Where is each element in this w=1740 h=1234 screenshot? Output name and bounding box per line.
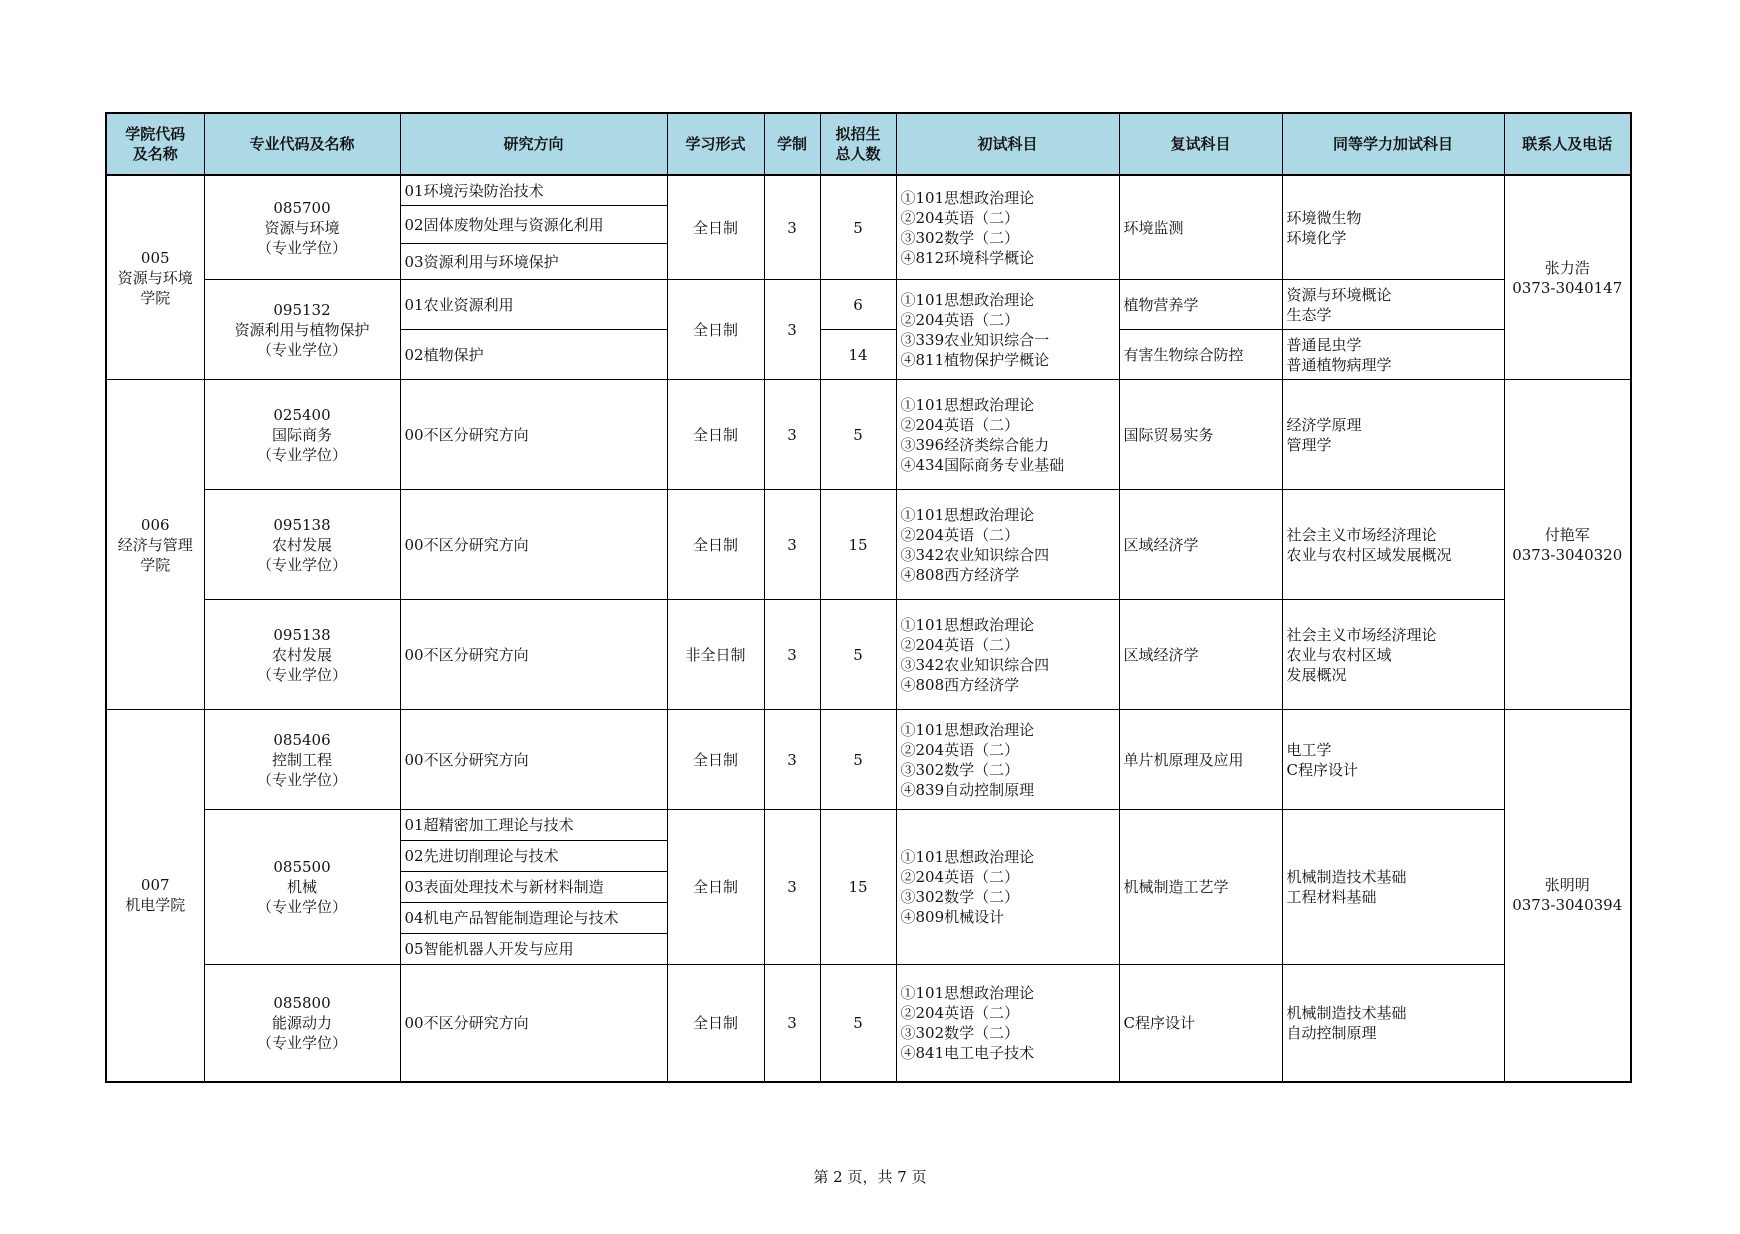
col-header-direction: 研究方向 [400, 113, 667, 175]
mode-cell: 全日制 [667, 280, 764, 380]
enroll-cell: 5 [820, 600, 896, 710]
mode-cell: 全日制 [667, 380, 764, 490]
enroll-cell: 6 [820, 280, 896, 330]
major-cell: 095132 资源利用与植物保护 （专业学位） [204, 280, 400, 380]
table-row [106, 600, 1631, 710]
direction-cell: 00不区分研究方向 [400, 965, 667, 1082]
retest-cell: 机械制造工艺学 [1119, 810, 1282, 965]
enroll-cell: 15 [820, 490, 896, 600]
enroll-cell: 5 [820, 380, 896, 490]
contact-cell: 付艳军 0373-3040320 [1504, 380, 1631, 710]
years-cell: 3 [764, 380, 820, 490]
major-cell: 025400 国际商务 （专业学位） [204, 380, 400, 490]
direction-cell: 03表面处理技术与新材料制造 [400, 872, 667, 903]
direction-cell: 00不区分研究方向 [400, 600, 667, 710]
enroll-cell: 14 [820, 330, 896, 380]
retest-cell: 区域经济学 [1119, 600, 1282, 710]
mode-cell: 全日制 [667, 490, 764, 600]
mode-cell: 全日制 [667, 965, 764, 1082]
extra-exam-cell: 经济学原理 管理学 [1282, 380, 1504, 490]
initial-exam-cell: ①101思想政治理论 ②204英语（二） ③342农业知识综合四 ④808西方经济学 [896, 600, 1119, 710]
retest-cell: 环境监测 [1119, 175, 1282, 280]
enroll-cell: 5 [820, 175, 896, 280]
direction-cell: 02植物保护 [400, 330, 667, 380]
direction-cell: 05智能机器人开发与应用 [400, 934, 667, 965]
retest-cell: C程序设计 [1119, 965, 1282, 1082]
direction-cell: 04机电产品智能制造理论与技术 [400, 903, 667, 934]
major-cell: 085700 资源与环境 （专业学位） [204, 175, 400, 280]
years-cell: 3 [764, 280, 820, 380]
college-cell: 007 机电学院 [106, 710, 204, 1082]
years-cell: 3 [764, 810, 820, 965]
table-row [106, 380, 1631, 490]
extra-exam-cell: 资源与环境概论 生态学 [1282, 280, 1504, 330]
mode-cell: 全日制 [667, 710, 764, 810]
initial-exam-cell: ①101思想政治理论 ②204英语（二） ③396经济类综合能力 ④434国际商务专业基础 [896, 380, 1119, 490]
contact-cell: 张明明 0373-3040394 [1504, 710, 1631, 1082]
years-cell: 3 [764, 965, 820, 1082]
col-header-major: 专业代码及名称 [204, 113, 400, 175]
college-cell: 006 经济与管理 学院 [106, 380, 204, 710]
extra-exam-cell: 机械制造技术基础 工程材料基础 [1282, 810, 1504, 965]
major-cell: 085500 机械 （专业学位） [204, 810, 400, 965]
extra-exam-cell: 机械制造技术基础 自动控制原理 [1282, 965, 1504, 1082]
direction-cell: 00不区分研究方向 [400, 490, 667, 600]
col-header-extra: 同等学力加试科目 [1282, 113, 1504, 175]
mode-cell: 非全日制 [667, 600, 764, 710]
table-row [106, 810, 1631, 841]
years-cell: 3 [764, 175, 820, 280]
enroll-cell: 15 [820, 810, 896, 965]
major-cell: 095138 农村发展 （专业学位） [204, 600, 400, 710]
initial-exam-cell: ①101思想政治理论 ②204英语（二） ③302数学（二） ④812环境科学概论 [896, 175, 1119, 280]
contact-cell: 张力浩 0373-3040147 [1504, 175, 1631, 380]
extra-exam-cell: 普通昆虫学 普通植物病理学 [1282, 330, 1504, 380]
col-header-enroll: 拟招生 总人数 [820, 113, 896, 175]
header-row [106, 113, 1631, 175]
initial-exam-cell: ①101思想政治理论 ②204英语（二） ③302数学（二） ④839自动控制原理 [896, 710, 1119, 810]
mode-cell: 全日制 [667, 175, 764, 280]
retest-cell: 区域经济学 [1119, 490, 1282, 600]
initial-exam-cell: ①101思想政治理论 ②204英语（二） ③342农业知识综合四 ④808西方经济学 [896, 490, 1119, 600]
page-number-footer: 第 2 页，共 7 页 [813, 1168, 927, 1186]
initial-exam-cell: ①101思想政治理论 ②204英语（二） ③302数学（二） ④809机械设计 [896, 810, 1119, 965]
col-header-retest: 复试科目 [1119, 113, 1282, 175]
initial-exam-cell: ①101思想政治理论 ②204英语（二） ③302数学（二） ④841电工电子技术 [896, 965, 1119, 1082]
retest-cell: 单片机原理及应用 [1119, 710, 1282, 810]
initial-exam-cell: ①101思想政治理论 ②204英语（二） ③339农业知识综合一 ④811植物保护学概论 [896, 280, 1119, 380]
col-header-initial: 初试科目 [896, 113, 1119, 175]
extra-exam-cell: 社会主义市场经济理论 农业与农村区域 发展概况 [1282, 600, 1504, 710]
table-row [106, 280, 1631, 330]
retest-cell: 有害生物综合防控 [1119, 330, 1282, 380]
col-header-mode: 学习形式 [667, 113, 764, 175]
college-cell: 005 资源与环境 学院 [106, 175, 204, 380]
extra-exam-cell: 社会主义市场经济理论 农业与农村区域发展概况 [1282, 490, 1504, 600]
extra-exam-cell: 环境微生物 环境化学 [1282, 175, 1504, 280]
retest-cell: 国际贸易实务 [1119, 380, 1282, 490]
years-cell: 3 [764, 710, 820, 810]
years-cell: 3 [764, 600, 820, 710]
table-row [106, 175, 1631, 206]
direction-cell: 02先进切削理论与技术 [400, 841, 667, 872]
enroll-cell: 5 [820, 965, 896, 1082]
major-cell: 085800 能源动力 （专业学位） [204, 965, 400, 1082]
direction-cell: 00不区分研究方向 [400, 380, 667, 490]
direction-cell: 03资源利用与环境保护 [400, 244, 667, 280]
table-row [106, 490, 1631, 600]
retest-cell: 植物营养学 [1119, 280, 1282, 330]
enroll-cell: 5 [820, 710, 896, 810]
direction-cell: 01超精密加工理论与技术 [400, 810, 667, 841]
table-row [106, 965, 1631, 1082]
extra-exam-cell: 电工学 C程序设计 [1282, 710, 1504, 810]
direction-cell: 02固体废物处理与资源化利用 [400, 206, 667, 244]
col-header-years: 学制 [764, 113, 820, 175]
years-cell: 3 [764, 490, 820, 600]
admissions-table [105, 112, 1632, 1083]
direction-cell: 01农业资源利用 [400, 280, 667, 330]
major-cell: 085406 控制工程 （专业学位） [204, 710, 400, 810]
major-cell: 095138 农村发展 （专业学位） [204, 490, 400, 600]
direction-cell: 00不区分研究方向 [400, 710, 667, 810]
mode-cell: 全日制 [667, 810, 764, 965]
col-header-college: 学院代码 及名称 [106, 113, 204, 175]
direction-cell: 01环境污染防治技术 [400, 175, 667, 206]
col-header-contact: 联系人及电话 [1504, 113, 1631, 175]
table-row [106, 710, 1631, 810]
